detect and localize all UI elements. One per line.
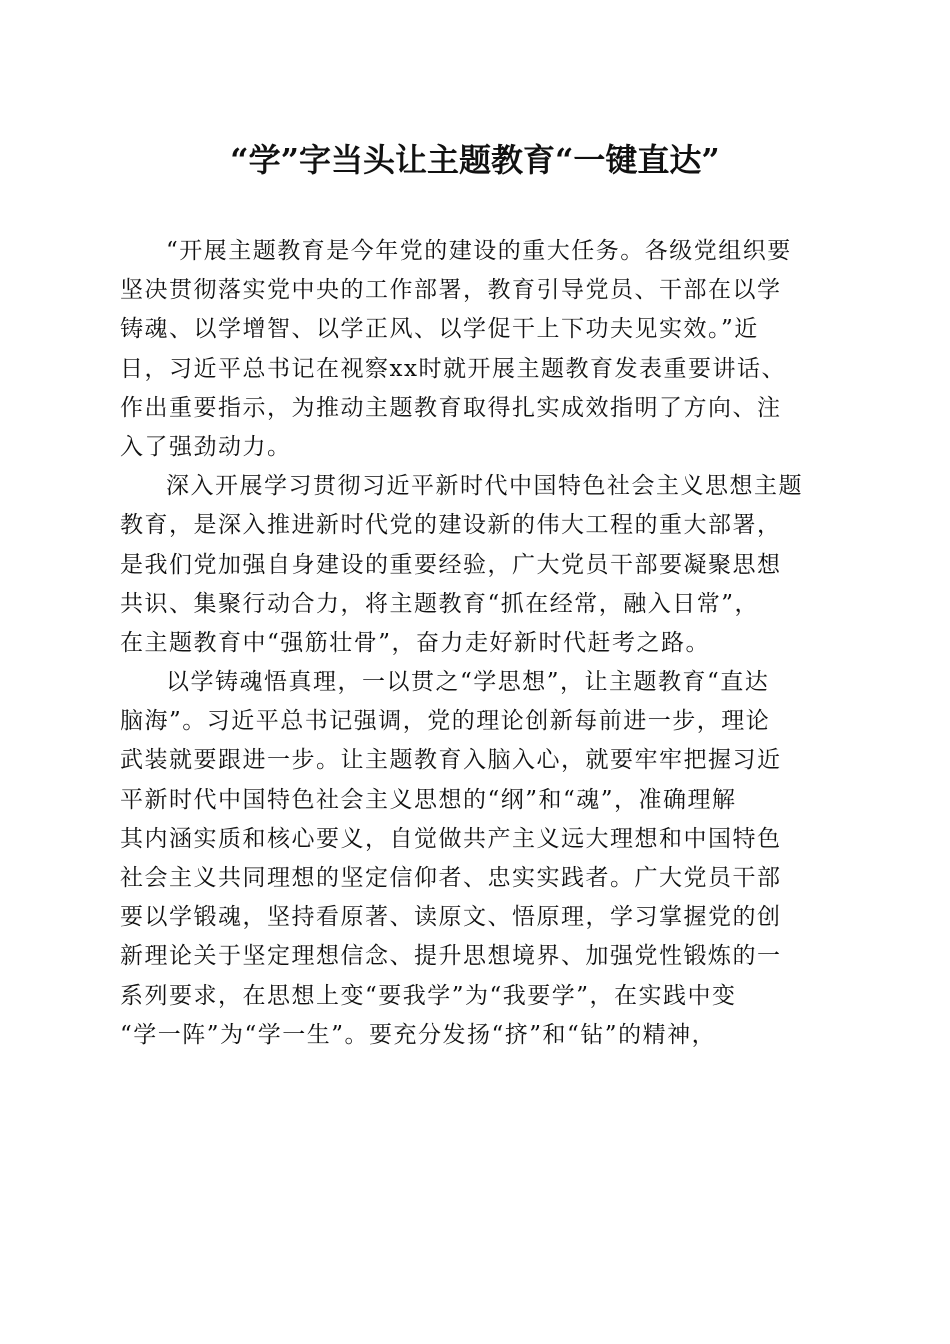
text-line: 系列要求，在思想上变“要我学”为“我要学”，在实践中变 [120, 982, 737, 1009]
text-line: 要以学锻魂，坚持看原著、读原文、悟原理，学习掌握党的创 [120, 904, 782, 931]
text-line: 武装就要跟进一步。让主题教育入脑入心，就要牢牢把握习近 [120, 747, 782, 774]
text-line: 入了强劲动力。 [120, 433, 292, 460]
text-line: 教育，是深入推进新时代党的建设新的伟大工程的重大部署， [120, 512, 782, 539]
paragraph-2 [120, 467, 832, 663]
text-line: 在主题教育中“强筋壮骨”，奋力走好新时代赶考之路。 [120, 629, 711, 656]
text-line: 平新时代中国特色社会主义思想的“纲”和“魂”，准确理解 [120, 786, 737, 813]
text-line: 共识、集聚行动合力，将主题教育“抓在经常，融入日常”， [120, 590, 760, 617]
text-line: 日，习近平总书记在视察xx时就开展主题教育发表重要讲话、 [120, 355, 786, 382]
text-line: “开展主题教育是今年党的建设的重大任务。各级党组织要 [166, 238, 792, 264]
text-line: 铸魂、以学增智、以学正风、以学促干上下功夫见实效。”近 [120, 316, 759, 343]
text-line: 其内涵实质和核心要义，自觉做共产主义远大理想和中国特色 [120, 825, 782, 852]
text-line: 深入开展学习贯彻习近平新时代中国特色社会主义思想主题 [166, 473, 803, 500]
paragraph-1 [120, 232, 832, 467]
text-line: 以学铸魂悟真理，一以贯之“学思想”，让主题教育“直达 [166, 669, 770, 696]
text-line: 新理论关于坚定理想信念、提升思想境界、加强党性锻炼的一 [120, 943, 782, 970]
document-title: “学”字当头让主题教育“一键直达” [230, 141, 720, 179]
text-line: 作出重要指示，为推动主题教育取得扎实成效指明了方向、注 [120, 394, 782, 421]
text-line: 社会主义共同理想的坚定信仰者、忠实实践者。广大党员干部 [120, 865, 782, 891]
text-line: 坚决贯彻落实党中央的工作部署，教育引导党员、干部在以学 [120, 277, 782, 304]
text-line: “学一阵”为“学一生”。要充分发扬“挤”和“钻”的精神， [120, 1021, 717, 1048]
document-body [120, 232, 832, 1055]
text-line: 脑海”。习近平总书记强调，党的理论创新每前进一步，理论 [120, 708, 771, 735]
text-line: 是我们党加强自身建设的重要经验，广大党员干部要凝聚思想 [120, 551, 782, 578]
paragraph-3 [120, 663, 832, 1055]
